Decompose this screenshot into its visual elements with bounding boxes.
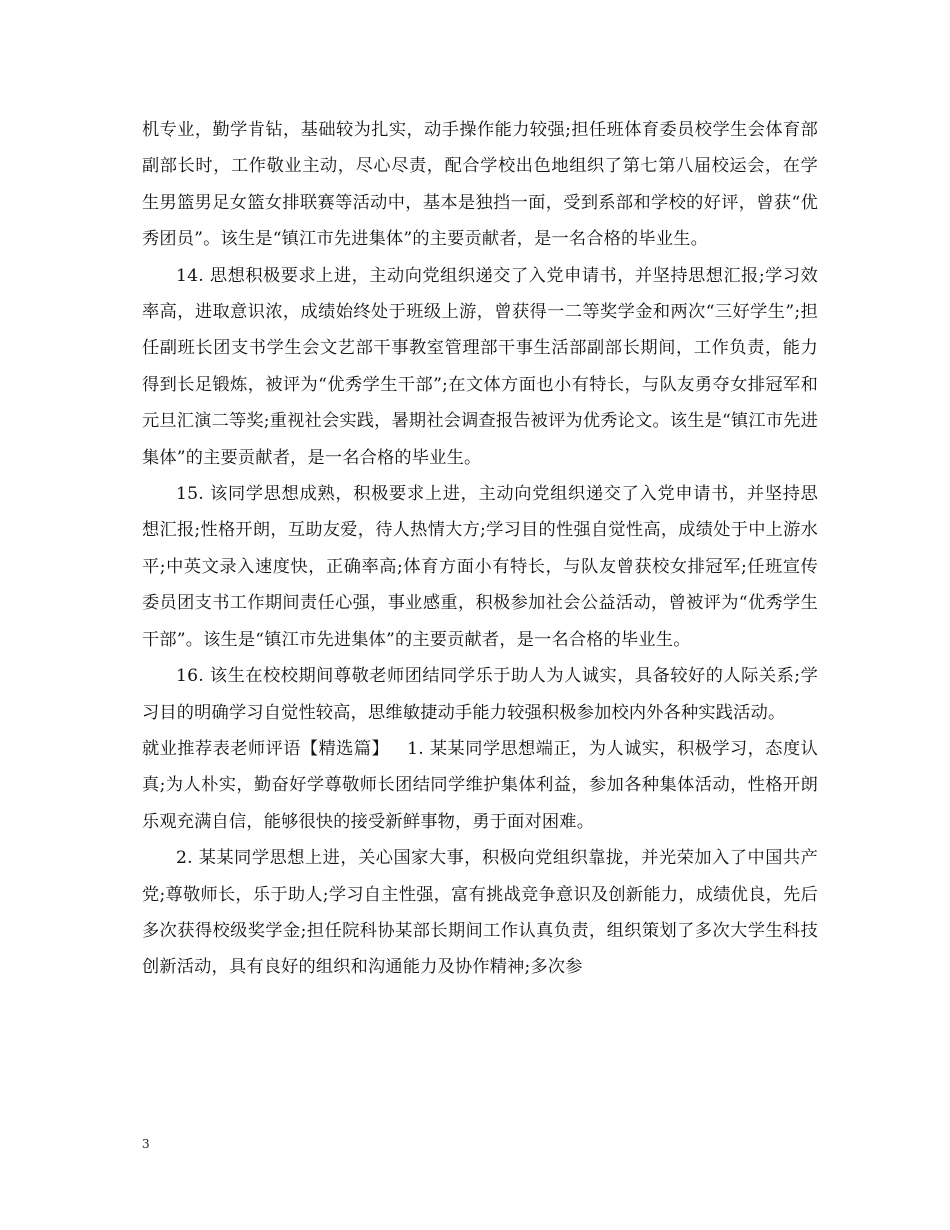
paragraph-continuation: 机专业，勤学肯钻，基础较为扎实，动手操作能力较强;担任班体育委员校学生会体育部副部长时，工作敬业主动，尽心尽责，配合学校出色地组织了第七第八届校运会，在学生男篮男足女篮女排联赛等活动中，基本是独挡一面，受到系部和学校的好评，曾获“优秀团员”。该生是“镇江市先进集体”的主要贡献者，是一名合格的毕业生。 [142, 120, 818, 250]
paragraph-heading-1 [142, 731, 818, 840]
paragraph-15: 15. 该同学思想成熟，积极要求上进，主动向党组织递交了入党申请书，并坚持思想汇报;性格开朗，互助友爱，待人热情大方;学习目的性强自觉性高，成绩处于中上游水平;中英文录入速度快，正确率高;体育方面小有特长，与队友曾获校女排冠军;任班宣传委员团支书工作期间责任心强，事业感重，积极参加社会公益活动，曾被评为“优秀学生干部”。该生是“镇江市先进集体”的主要贡献者，是一名合格的毕业生。 [142, 484, 818, 650]
document-body [142, 112, 818, 986]
paragraph-1-text: 1. 某某同学思想端正，为人诚实，积极学习，态度认真;为人朴实，勤奋好学尊敬师长团结同学维护集体利益，参加各种集体活动，性格开朗乐观充满自信，能够很快的接受新鲜事物，勇于面对困难。 [142, 738, 818, 832]
paragraph-16: 16. 该生在校校期间尊敬老师团结同学乐于助人为人诚实，具备较好的人际关系;学习目的明确学习自觉性较高，思维敏捷动手能力较强积极参加校内外各种实践活动。 [142, 666, 818, 723]
paragraph-2: 2. 某某同学思想上进，关心国家大事，积极向党组织靠拢，并光荣加入了中国共产党;尊敬师长，乐于助人;学习自主性强，富有挑战竞争意识及创新能力，成绩优良，先后多次获得校级奖学金;担任院科协某部长期间工作认真负责，组织策划了多次大学生科技创新活动，具有良好的组织和沟通能力及协作精神;多次参 [142, 848, 818, 978]
paragraph-14: 14. 思想积极要求上进，主动向党组织递交了入党申请书，并坚持思想汇报;学习效率高，进取意识浓，成绩始终处于班级上游，曾获得一二等奖学金和两次“三好学生”;担任副班长团支书学生会文艺部干事教室管理部干事生活部副部长期间，工作负责，能力得到长足锻炼，被评为“优秀学生干部”;在文体方面也小有特长，与队友勇夺女排冠军和元旦汇演二等奖;重视社会实践，暑期社会调查报告被评为优秀论文。该生是“镇江市先进集体”的主要贡献者，是一名合格的毕业生。 [142, 265, 818, 468]
section-heading: 就业推荐表老师评语【精选篇】 [142, 738, 390, 759]
page-number: 3 [142, 1137, 150, 1151]
